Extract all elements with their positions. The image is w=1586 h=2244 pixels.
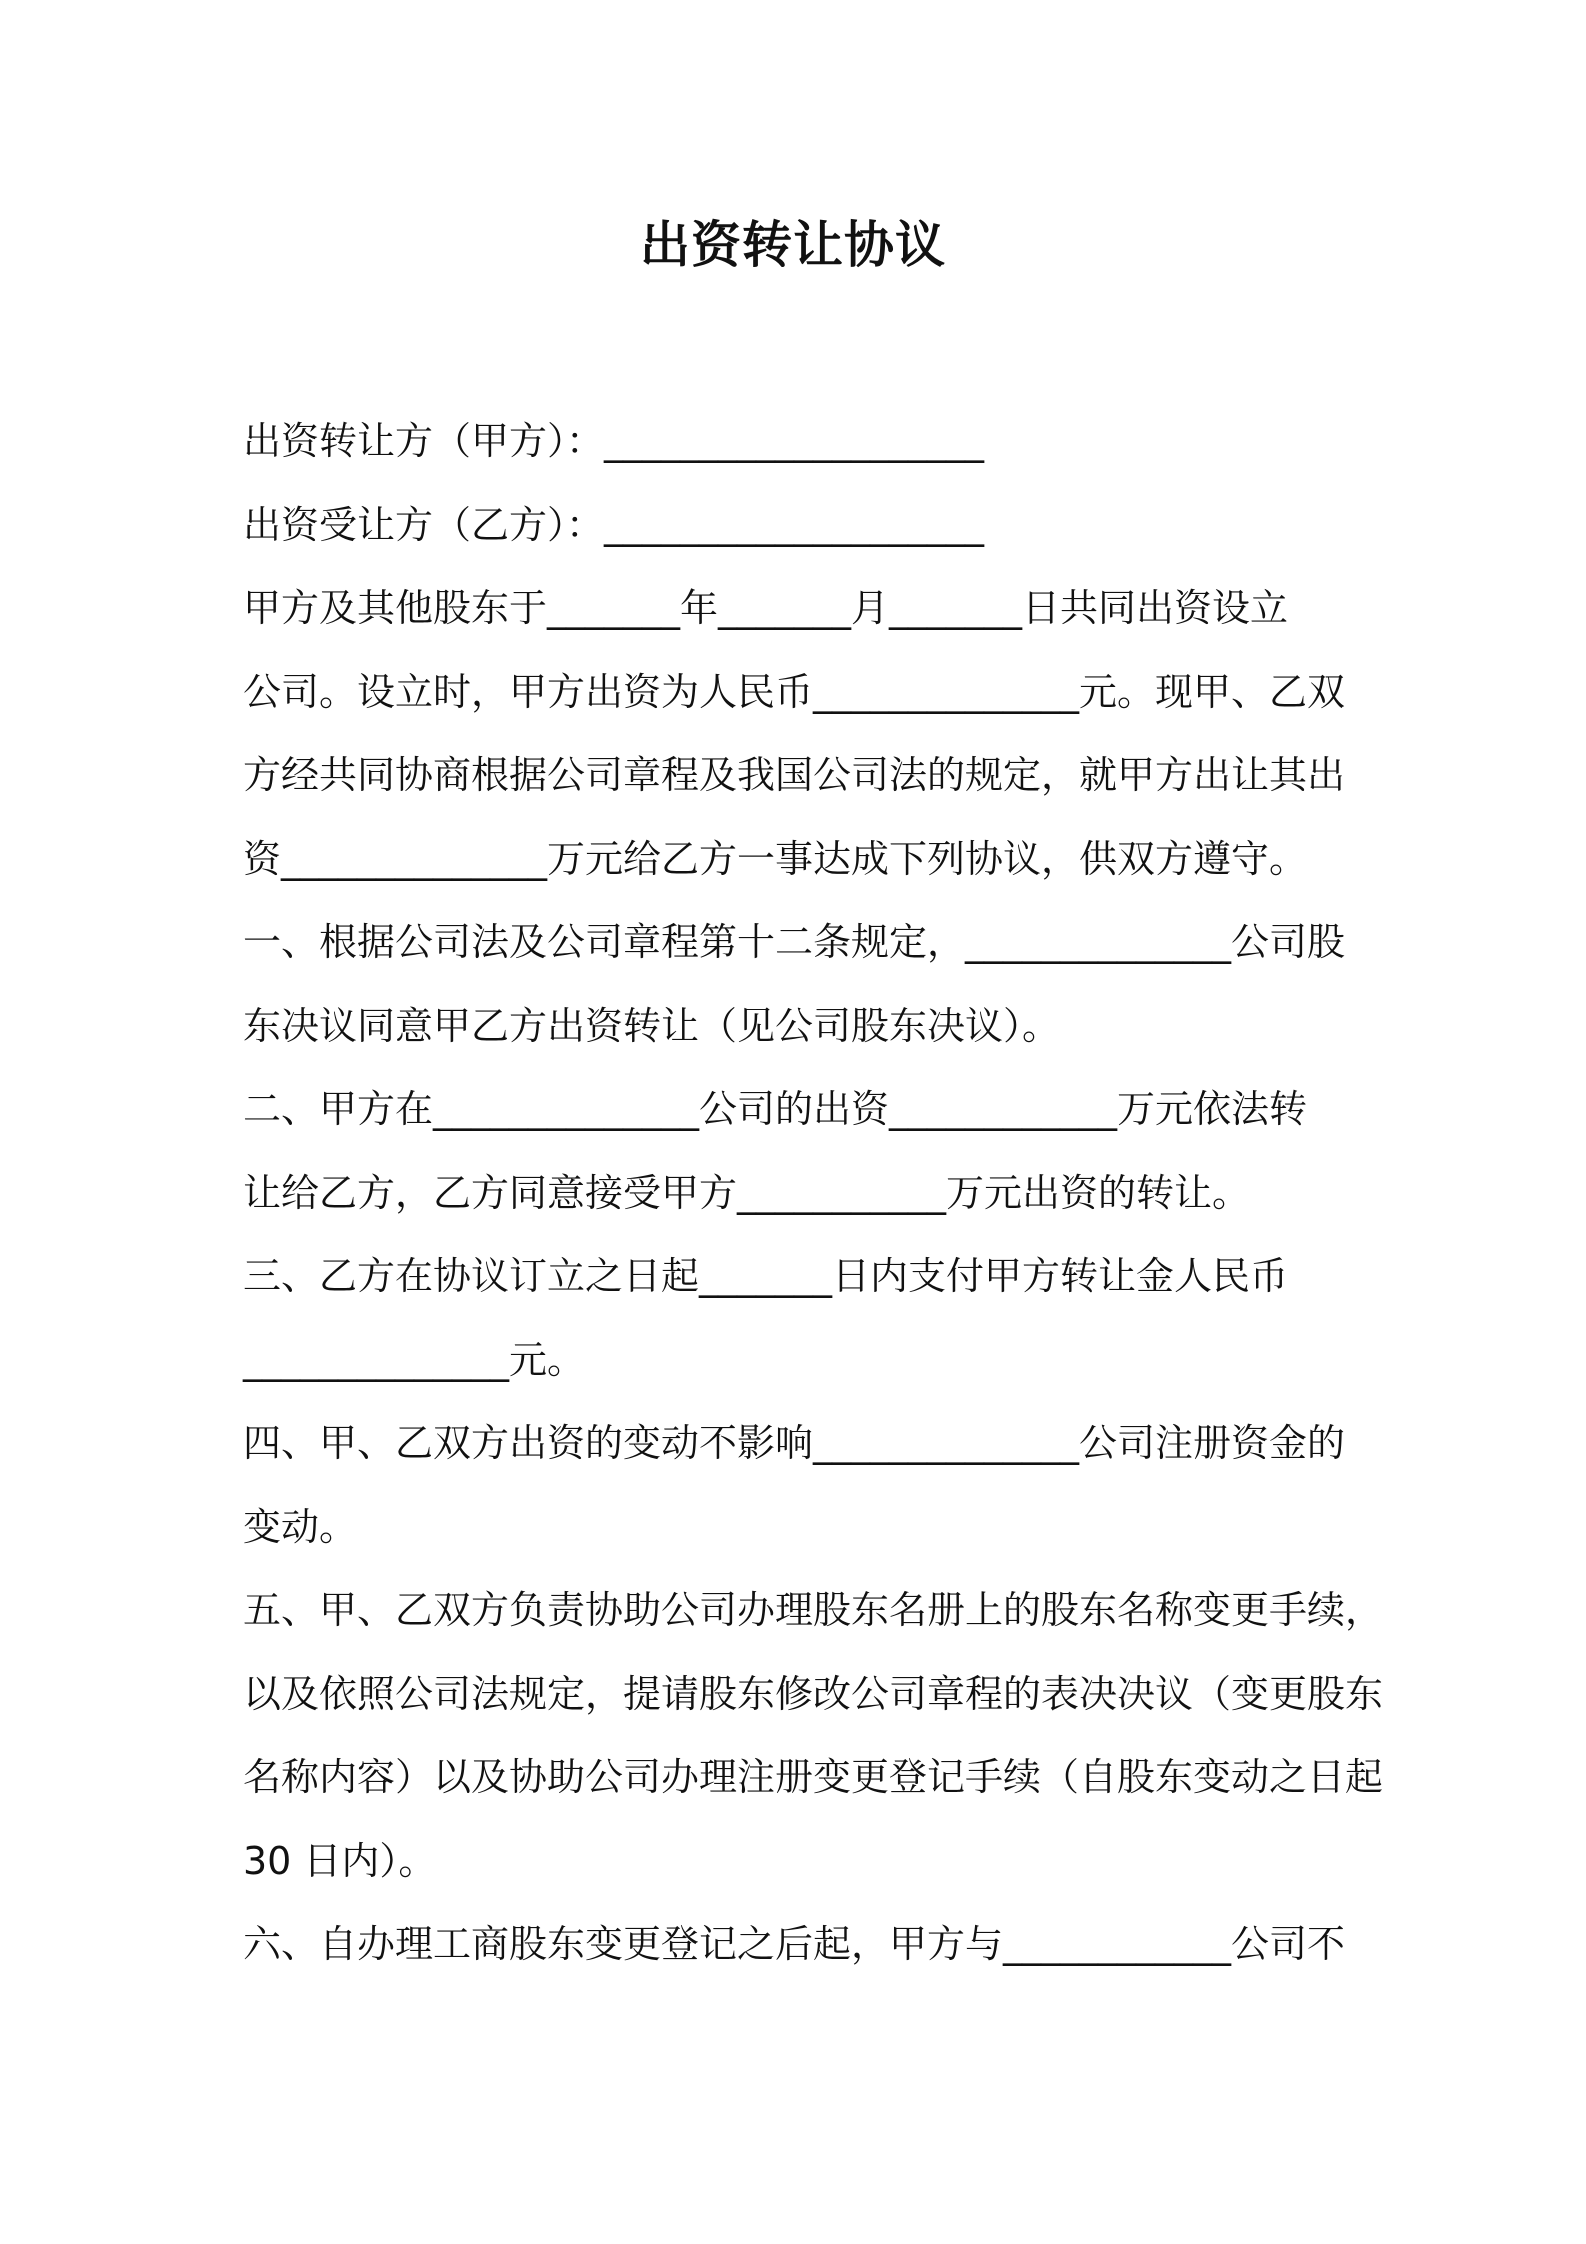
line-intro-1: 甲方及其他股东于_______年_______月_______日共同出资设立	[243, 586, 1289, 630]
clause-4-line-2: 变动。	[243, 1504, 358, 1549]
line-intro-3: 方经共同协商根据公司章程及我国公司法的规定，就甲方出让其出	[243, 753, 1346, 797]
document-body	[243, 400, 1384, 1987]
document-title: 出资转让协议	[640, 216, 946, 274]
line-intro-2: 公司。设立时，甲方出资为人民币______________元。现甲、乙双	[243, 669, 1346, 714]
clause-4-line-1: 四、甲、乙双方出资的变动不影响______________公司注册资金的	[243, 1421, 1346, 1465]
clause-3-line-2: ______________元。	[243, 1337, 586, 1382]
line-transferor: 出资转让方（甲方）：____________________	[243, 419, 985, 463]
clause-1-line-1: 一、根据公司法及公司章程第十二条规定，______________公司股	[243, 920, 1346, 964]
clause-3-line-1: 三、乙方在协议订立之日起_______日内支付甲方转让金人民币	[243, 1254, 1289, 1298]
clause-5-line-4: 30 日内）。	[243, 1838, 437, 1883]
clause-2-line-1: 二、甲方在______________公司的出资____________万元依法转	[243, 1087, 1308, 1131]
clause-2-line-2: 让给乙方，乙方同意接受甲方___________万元出资的转让。	[243, 1170, 1251, 1215]
clause-6-line-1: 六、自办理工商股东变更登记之后起，甲方与____________公司不	[243, 1922, 1346, 1966]
clause-5-line-3: 名称内容）以及协助公司办理注册变更登记手续（自股东变动之日起	[243, 1755, 1384, 1799]
clause-5-line-2: 以及依照公司法规定，提请股东修改公司章程的表决决议（变更股东	[243, 1671, 1384, 1716]
line-transferee: 出资受让方（乙方）：____________________	[243, 502, 985, 547]
clause-5-line-1: 五、甲、乙双方负责协助公司办理股东名册上的股东名称变更手续，	[243, 1588, 1384, 1632]
line-intro-4: 资______________万元给乙方一事达成下列协议，供双方遵守。	[243, 836, 1308, 881]
clause-1-line-2: 东决议同意甲乙方出资转让（见公司股东决议）。	[243, 1003, 1061, 1048]
